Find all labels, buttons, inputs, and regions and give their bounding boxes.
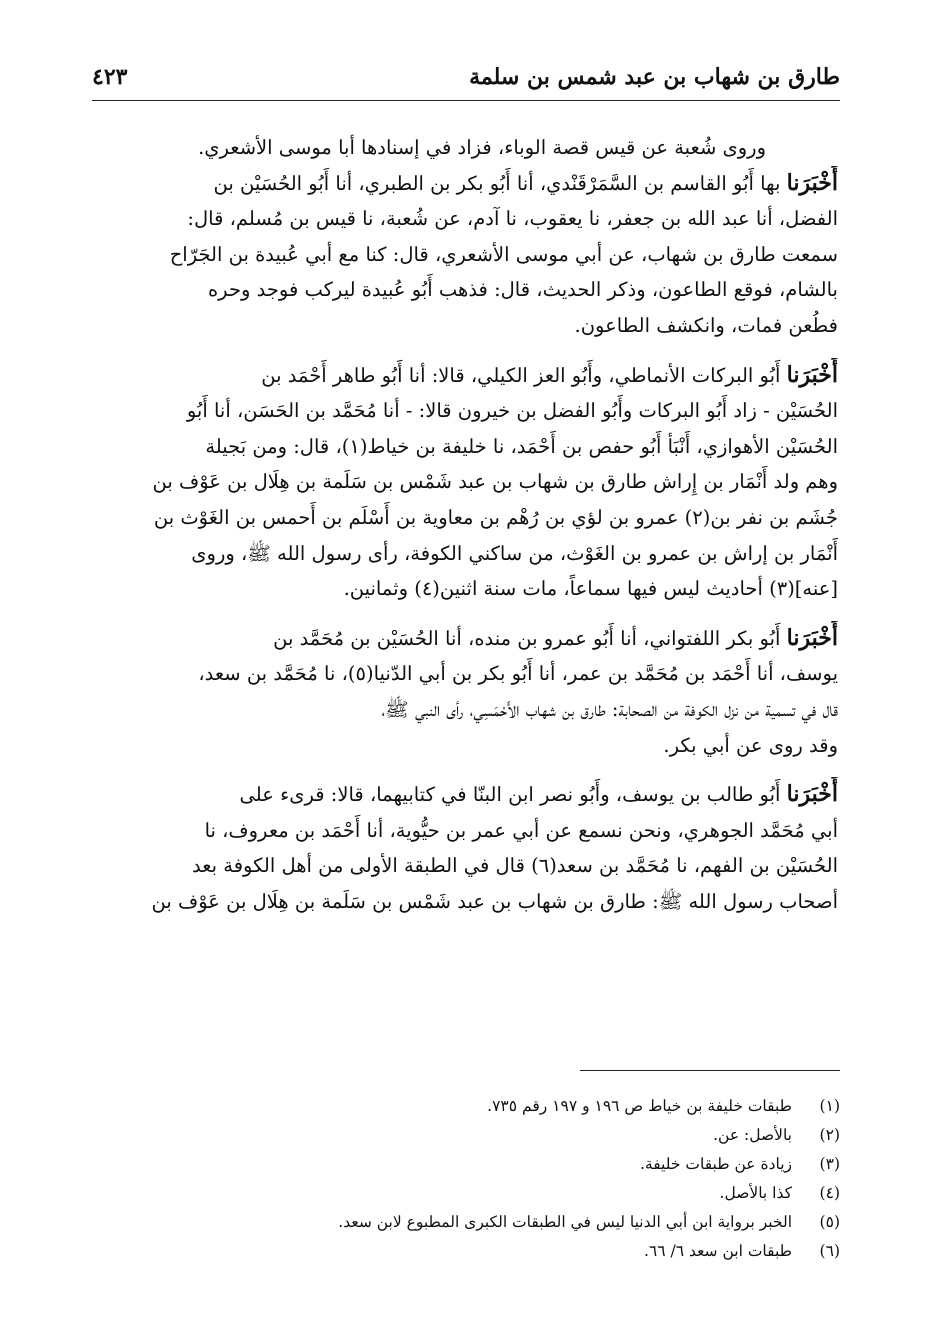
- paragraph-gap: [95, 763, 838, 777]
- footnote-number: (٦): [819, 1242, 840, 1260]
- footnote-text: بالأصل: عن.: [713, 1126, 792, 1144]
- paragraph-5: [95, 777, 838, 919]
- text-line: بالشام، فوقع الطاعون، وذكر الحديث، قال: فذهب أَبُو عُبيدة ليركب فوجد وحره: [207, 278, 838, 302]
- text-line: [95, 358, 838, 394]
- footnote-text: زيادة عن طبقات خليفة.: [639, 1155, 792, 1173]
- footnote-number: (٤): [819, 1184, 840, 1202]
- text-line: أَنْمَار بن إراش بن عمرو بن الغَوْث، من ساكني الكوفة، رأى رسول الله ﷺ، وروى: [191, 541, 838, 565]
- footnote-number: (٢): [819, 1126, 840, 1144]
- text-line: يوسف، أنا أَحْمَد بن مُحَمَّد بن عمر، أنا أَبُو بكر بن أبي الدّنيا(٥)، نا مُحَمَّد بن سعد،: [198, 662, 838, 686]
- paragraph-1: [95, 130, 838, 166]
- header-rule: [92, 100, 840, 101]
- text-line: قال في تسمية من نزل الكوفة من الصحابة: طارق بن شهاب الأَحْمَسِي، رأى النبي ﷺ،: [381, 697, 838, 721]
- text-fragment: أَبُو البركات الأنماطي، وأَبُو العز الكيلي، قالا: أنا أَبُو طاهر أَحْمَد بن: [261, 363, 781, 387]
- footnote-text: الخبر برواية ابن أبي الدنيا ليس في الطبقات الكبرى المطبوع لابن سعد.: [338, 1213, 792, 1231]
- footnote-text: طبقات خليفة بن خياط ص ١٩٦ و ١٩٧ رقم ٧٣٥.: [487, 1097, 792, 1115]
- text-line: جُشَم بن نفر بن(٢) عمرو بن لؤي بن رُهْم بن معاوية بن أَسْلَم بن أَحمس بن الغَوْث بن: [153, 505, 838, 529]
- text-line: [95, 621, 838, 657]
- paragraph-lead: أَخْبَرَنا: [786, 624, 838, 651]
- text-line: الحُسَيْن بن الفهم، نا مُحَمَّد بن سعد(٦) قال في الطبقة الأولى من أهل الكوفة بعد: [192, 854, 838, 878]
- footnote-number: (٥): [819, 1213, 840, 1231]
- text-line: فطُعن فمات، وانكشف الطاعون.: [574, 313, 838, 337]
- paragraph-gap: [95, 344, 838, 358]
- footnote: [95, 1208, 840, 1237]
- footnote: [95, 1121, 840, 1150]
- main-text: [95, 130, 838, 919]
- text-line: أصحاب رسول الله ﷺ: طارق بن شهاب بن عبد شَمْس بن سَلَمة بن هِلَال بن عَوْف بن: [151, 889, 838, 913]
- text-fragment: أَبُو طالب بن يوسف، وأَبُو نصر ابن البنّا في كتابيهما، قالا: قرىء على: [239, 783, 781, 807]
- paragraph-lead: أَخْبَرَنا: [786, 169, 838, 196]
- footnote-text: كذا بالأصل.: [719, 1184, 792, 1202]
- paragraph-3: [95, 358, 838, 607]
- footnotes: [95, 1092, 840, 1266]
- footnote-text: طبقات ابن سعد ٦/ ٦٦.: [643, 1242, 792, 1260]
- text-line: [95, 166, 838, 202]
- paragraph-gap: [95, 607, 838, 621]
- text-line: الحُسَيْن - زاد أَبُو البركات وأَبُو الفضل بن خيرون قالا: - أنا مُحَمَّد بن الحَسَن، أنا أَبُو: [186, 399, 838, 423]
- text-line: أبي مُحَمَّد الجوهري، ونحن نسمع عن أبي عمر بن حيُّوية، أنا أَحْمَد بن معروف، نا: [204, 818, 838, 842]
- text-line: الفضل، أنا عبد الله بن جعفر، نا يعقوب، نا آدم، عن شُعبة، نا قيس بن مُسلم، قال:: [187, 207, 838, 231]
- paragraph-4: [95, 621, 838, 763]
- text-line: [95, 777, 838, 813]
- footnote-rule: [580, 1070, 840, 1071]
- footnote: [95, 1179, 840, 1208]
- paragraph-lead: أَخْبَرَنا: [786, 781, 838, 808]
- running-title: طارق بن شهاب بن عبد شمس بن سلمة: [469, 64, 840, 90]
- text-line: سمعت طارق بن شهاب، عن أبي موسى الأشعري، قال: كنا مع أبي عُبيدة بن الجَرّاح: [169, 242, 838, 266]
- text-line: الحُسَيْن الأهوازي، أَنْبَأ أَبُو حفص بن أَحْمَد، نا خليفة بن خياط(١)، قال: ومن بَجيلة: [205, 434, 838, 458]
- page-number: ٤٢٣: [92, 64, 128, 90]
- page-header: [92, 62, 840, 100]
- text-line: [عنه](٣) أحاديث ليس فيها سماعاً، مات سنة اثنين(٤) وثمانين.: [343, 577, 838, 601]
- footnote: [95, 1150, 840, 1179]
- text-line: وهم ولد أَنْمَار بن إِراش طارق بن شهاب بن عبد شَمْس بن سَلَمة بن هِلَال بن عَوْف بن: [152, 470, 838, 494]
- footnote-number: (١): [819, 1097, 840, 1115]
- text-fragment: بها أَبُو القاسم بن السَّمَرْقَنْدي، أنا أَبُو بكر بن الطبري، أنا أَبُو الحُسَيْن بن: [213, 171, 781, 195]
- footnote-number: (٣): [819, 1155, 840, 1173]
- text-line: وروى شُعبة عن قيس قصة الوباء، فزاد في إسنادها أبا موسى الأشعري.: [198, 136, 766, 159]
- text-line: وقد روى عن أبي بكر.: [663, 733, 838, 757]
- footnote: [95, 1237, 840, 1266]
- text-fragment: أَبُو بكر اللفتواني، أنا أَبُو عمرو بن منده، أنا الحُسَيْن بن مُحَمَّد بن: [273, 626, 781, 650]
- paragraph-2: [95, 166, 838, 344]
- footnote: [95, 1092, 840, 1121]
- paragraph-lead: أَخْبَرَنا: [786, 361, 838, 388]
